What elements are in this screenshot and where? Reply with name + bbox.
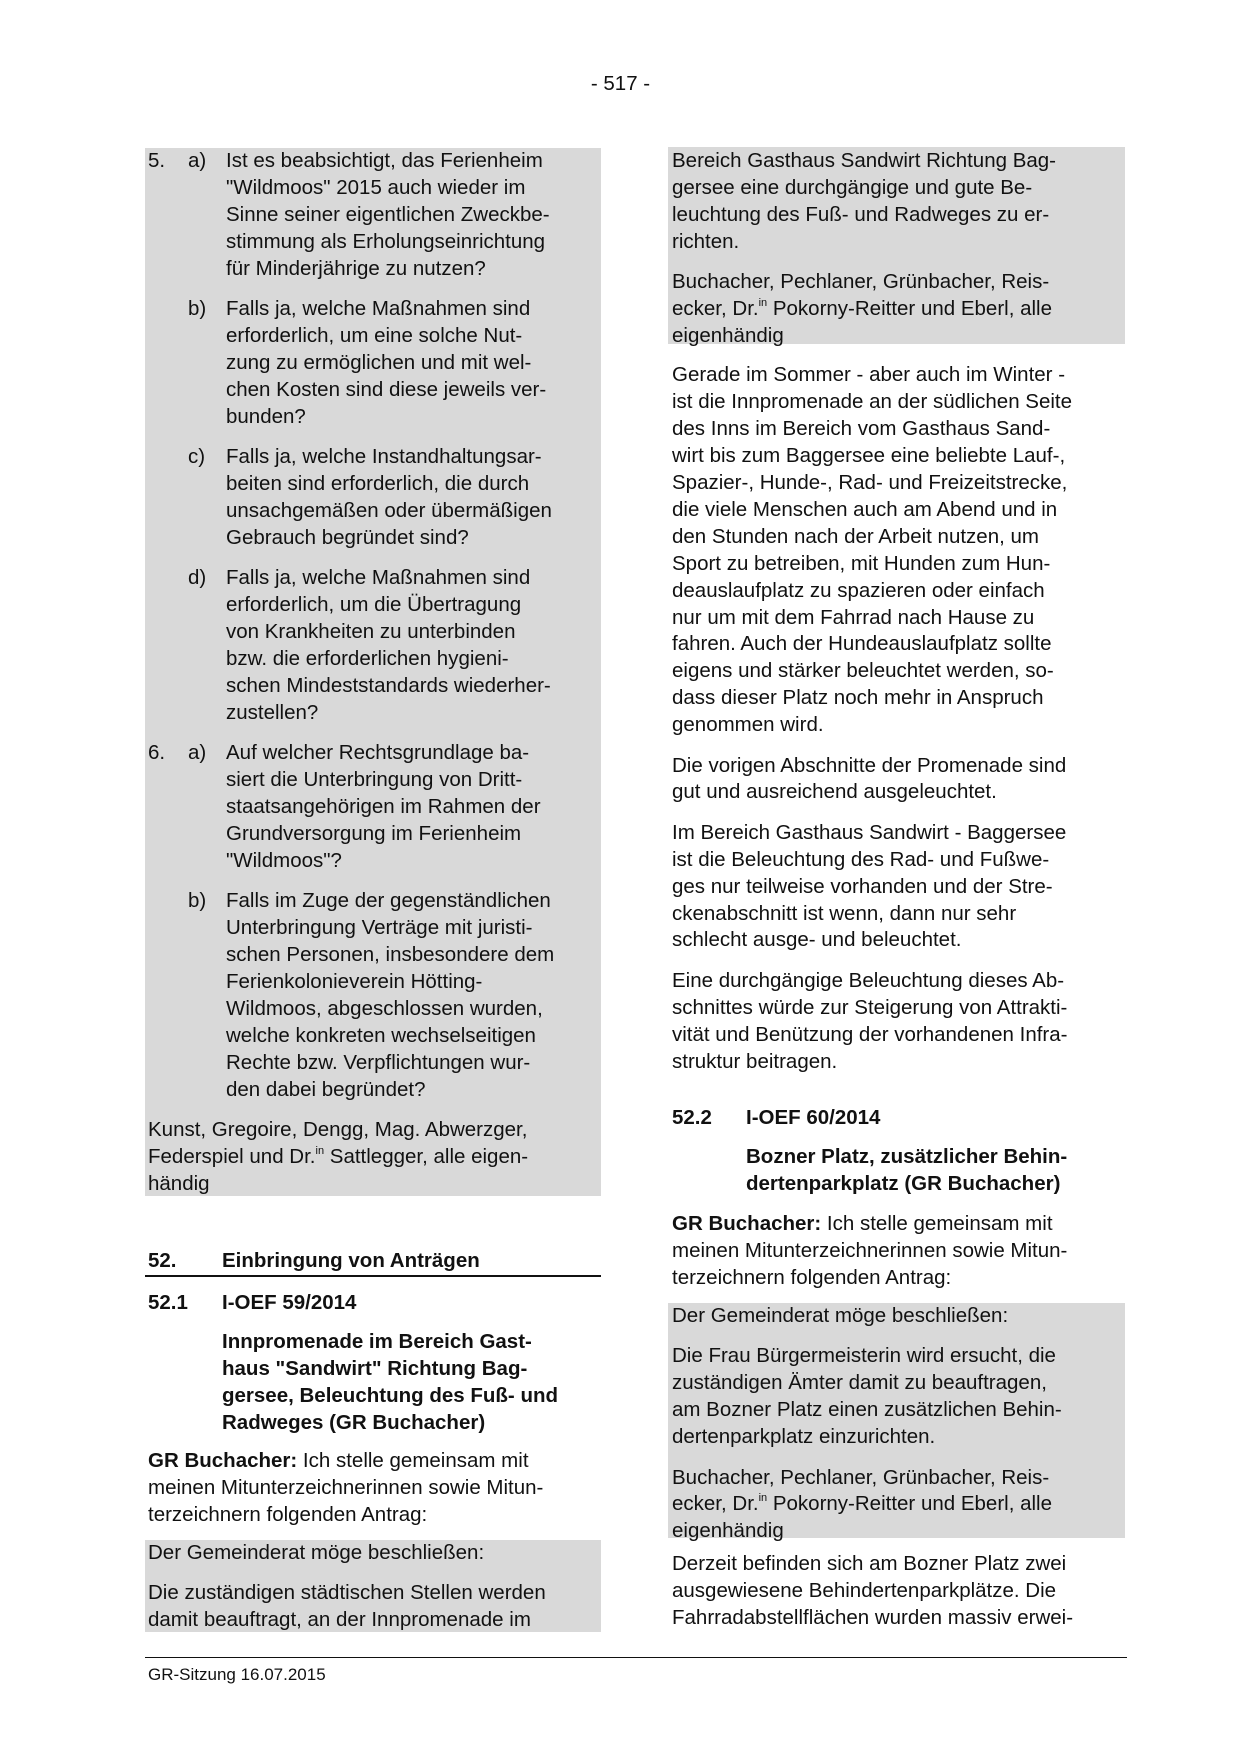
motion-right — [672, 1303, 1125, 1545]
question-number — [148, 296, 188, 431]
subsection-id: I-OEF 60/2014 — [746, 1106, 881, 1129]
body-paragraph: Die vorigen Abschnitte der Promenade sind gut und ausreichend ausgeleuchtet. — [672, 753, 1067, 804]
body-paragraph: Eine durchgängige Beleuchtung dieses Ab- schnittes würde zur Steigerung von Attrakti- vität und Benützung der vorhandenen Infra- struktur beitragen. — [672, 968, 1068, 1073]
motion-left — [148, 1540, 601, 1634]
question-item — [148, 148, 601, 283]
motion-continuation: Bereich Gasthaus Sandwirt Richtung Bag- gersee eine durchgängige und gute Be- leuchtung des Fuß- und Radweges zu er- richten. — [672, 149, 1057, 253]
signature-text: Kunst, Gregoire, Dengg, Mag. Abwerzger, Federspiel und Dr. — [148, 1117, 528, 1168]
question-letter: a) — [188, 741, 207, 765]
question-item — [148, 740, 601, 875]
question-text: Falls ja, welche Maßnahmen sind erforderlich, um die Übertragung von Krankheiten zu unterbinden bzw. die erforderlichen hygieni- schen Mindeststandards wiederher- zustellen? — [226, 566, 551, 724]
footer-rule — [145, 1657, 1127, 1658]
question-text: Ist es beabsichtigt, das Ferienheim "Wildmoos" 2015 auch wieder im Sinne seiner eigentlichen Zweckbe- stimmung als Erholungseinrichtung für Minderjährige zu nutzen? — [226, 149, 550, 280]
signature-left — [148, 1117, 601, 1198]
motion-text: Die zuständigen städtischen Stellen werden damit beauftragt, an der Innpromenade im — [148, 1581, 546, 1632]
signature-text: Buchacher, Pechlaner, Grünbacher, Reis- ecker, Dr. — [672, 1465, 1050, 1516]
question-item — [148, 565, 601, 726]
signature-right — [672, 269, 1125, 350]
motion-head: Der Gemeinderat möge beschließen: — [148, 1541, 485, 1564]
intro-left — [148, 1448, 601, 1529]
signature-text: Buchacher, Pechlaner, Grünbacher, Reis- ecker, Dr. — [672, 270, 1050, 321]
subsection-title: Innpromenade im Bereich Gast- haus "Sandwirt" Richtung Bag- gersee, Beleuchtung des Fuß- und Radweges (GR Buchacher) — [222, 1329, 559, 1434]
question-text: Auf welcher Rechtsgrundlage ba- siert die Unterbringung von Dritt- staatsangehörigen im Rahmen der Grundversorgung im Ferienheim "Wildmoos"? — [226, 741, 541, 872]
subsection-heading-2 — [672, 1105, 1125, 1198]
subsection-id: I-OEF 59/2014 — [222, 1291, 357, 1314]
intro-text: Ich stelle gemeinsam mit meinen Mitunterzeichnerinnen sowie Mitun- terzeichnern folgenden Antrag: — [672, 1212, 1068, 1289]
section-rule — [145, 1275, 601, 1277]
signature-text: Pokorny-Reitter und Eberl, alle eigenhändig — [672, 1492, 1053, 1543]
question-text: Falls ja, welche Instandhaltungsar- beiten sind erforderlich, die durch unsachgemäßen oder übermäßigen Gebrauch begründet sind? — [226, 445, 552, 549]
question-item — [148, 444, 601, 552]
section-number: 52. — [148, 1249, 177, 1272]
subsection-number: 52.2 — [672, 1106, 712, 1129]
closing-paragraph: Derzeit befinden sich am Bozner Platz zwei ausgewiesene Behindertenparkplätze. Die Fahrradabstellflächen wurden massiv erwei- — [672, 1552, 1074, 1629]
signature-right-2 — [672, 1465, 1125, 1546]
section-title: Einbringung von Anträgen — [222, 1249, 480, 1272]
subsection-heading — [148, 1290, 601, 1437]
motion-head: Der Gemeinderat möge beschließen: — [672, 1304, 1009, 1327]
question-item — [148, 296, 601, 431]
speaker: GR Buchacher: — [672, 1212, 822, 1235]
signature-text: Pokorny-Reitter und Eberl, alle eigenhändig — [672, 297, 1053, 347]
superscript: in — [758, 1492, 768, 1505]
question-number — [148, 444, 188, 552]
subsection-title: Bozner Platz, zusätzlicher Behin- dertenparkplatz (GR Buchacher) — [746, 1144, 1068, 1195]
superscript: in — [758, 297, 768, 310]
subsection-number: 52.1 — [148, 1291, 188, 1314]
speaker: GR Buchacher: — [148, 1449, 298, 1472]
question-letter: b) — [188, 297, 207, 321]
question-letter: a) — [188, 149, 207, 172]
body-paragraph: Im Bereich Gasthaus Sandwirt - Baggersee ist die Beleuchtung des Rad- und Fußwe- ges nur teilweise vorhanden und der Stre- ckenabschnitt ist wenn, dann nur sehr schlecht ausge- und beleuchtet. — [672, 820, 1067, 952]
page-number: - 517 - — [590, 72, 651, 95]
footer-text: GR-Sitzung 16.07.2015 — [148, 1665, 326, 1684]
section-heading — [148, 1248, 601, 1275]
question-number: 6. — [148, 741, 166, 765]
question-number — [148, 565, 188, 726]
question-number: 5. — [148, 149, 166, 172]
question-item — [148, 888, 601, 1103]
right-flow — [672, 148, 1125, 1089]
signature-text: Sattlegger, alle eigen- händig — [148, 1144, 529, 1195]
question-text: Falls im Zuge der gegenständlichen Unterbringung Verträge mit juristi- schen Personen, insbesondere dem Ferienkolonieverein Hötting- Wildmoos, abgeschlossen wurden, welche konkreten wechselseitigen Rechte bzw. Verpflichtungen wur- den dabei begründet? — [226, 889, 555, 1101]
question-number — [148, 888, 188, 1103]
body-paragraph: Gerade im Sommer - aber auch im Winter - ist die Innpromenade an der südlichen Seite des Inns im Bereich vom Gasthaus Sand- wirt bis zum Baggersee eine beliebte Lauf-, Spazier-, Hunde-, Rad- und Freizeitstrecke, die viele Menschen auch am Abend und in den Stunden nach der Arbeit nutzen, um Sport zu betreiben, mit Hunden zum Hun- deauslaufplatz zu spazieren oder einfach nur um mit dem Fahrrad nach Hause zu fahren. Auch der Hundeauslaufplatz sollte eigens und stärker beleuchtet werden, so- dass dieser Platz noch mehr in Anspruch genommen wird. — [672, 363, 1073, 737]
superscript: in — [315, 1144, 325, 1157]
intro-right — [672, 1211, 1125, 1292]
questions-list — [148, 148, 601, 1198]
intro-text: Ich stelle gemeinsam mit meinen Mitunterzeichnerinnen sowie Mitun- terzeichnern folgenden Antrag: — [148, 1449, 544, 1526]
question-letter: d) — [188, 566, 207, 590]
question-letter: c) — [188, 445, 206, 469]
question-text: Falls ja, welche Maßnahmen sind erforderlich, um eine solche Nut- zung zu ermöglichen und mit wel- chen Kosten sind diese jeweils ver- bunden? — [226, 297, 547, 428]
motion-text: Die Frau Bürgermeisterin wird ersucht, die zuständigen Ämter damit zu beauftragen, am Bozner Platz einen zusätzlichen Behin- dertenparkplatz einzurichten. — [672, 1344, 1062, 1449]
question-letter: b) — [188, 889, 207, 913]
